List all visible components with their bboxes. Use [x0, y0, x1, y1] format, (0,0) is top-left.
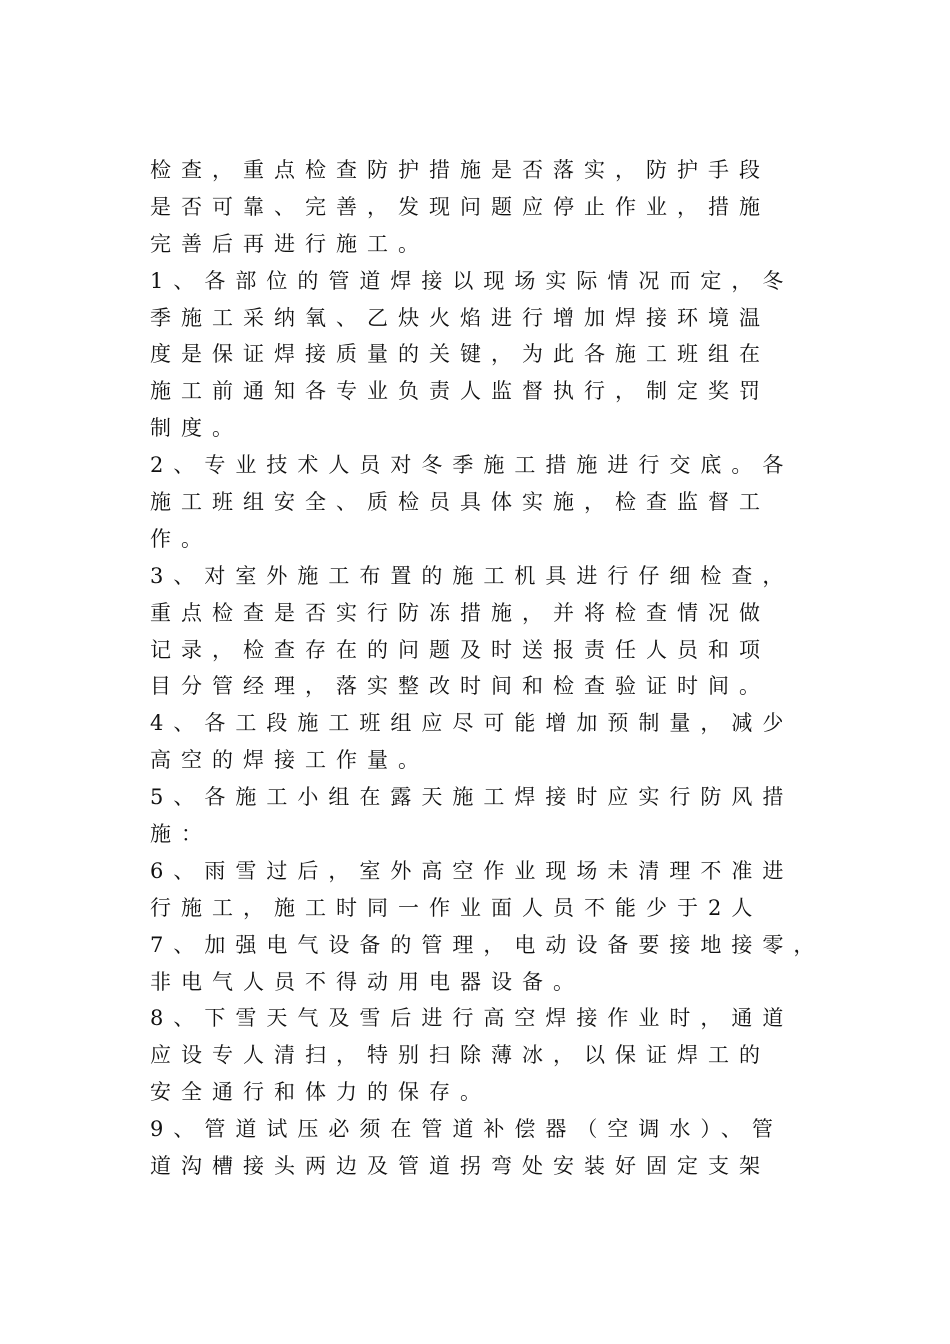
text-line: 是否可靠、完善，发现问题应停止作业，措施 — [150, 194, 770, 219]
text-line: 季施工采纳氧、乙炔火焰进行增加焊接环境温 — [150, 305, 770, 330]
text-line: 度是保证焊接质量的关键，为此各施工班组在 — [150, 342, 770, 367]
text-line: 完善后再进行施工。 — [150, 231, 429, 256]
text-line: 检查，重点检查防护措施是否落实，防护手段 — [150, 158, 770, 182]
text-line: 施： — [150, 822, 212, 847]
text-line: 6、雨雪过后，室外高空作业现场未清理不准进 — [150, 858, 794, 883]
text-line: 行施工，施工时同一作业面人员不能少于2人 — [150, 895, 763, 920]
text-line: 安全通行和体力的保存。 — [150, 1080, 491, 1105]
text-line: 目分管经理，落实整改时间和检查验证时间。 — [150, 674, 770, 699]
text-line: 道沟槽接头两边及管道拐弯处安装好固定支架 — [150, 1154, 770, 1179]
text-line: 记录，检查存在的问题及时送报责任人员和项 — [150, 637, 770, 662]
text-line: 7、加强电气设备的管理，电动设备要接地接零， — [150, 932, 825, 957]
text-line: 高空的焊接工作量。 — [150, 748, 429, 773]
text-line: 施工前通知各专业负责人监督执行，制定奖罚 — [150, 379, 770, 404]
text-line: 8、下雪天气及雪后进行高空焊接作业时，通道 — [150, 1006, 794, 1031]
text-line: 5、各施工小组在露天施工焊接时应实行防风措 — [150, 785, 794, 810]
text-line: 4、各工段施工班组应尽可能增加预制量，减少 — [150, 711, 794, 736]
text-line: 施工班组安全、质检员具体实施，检查监督工 — [150, 490, 770, 515]
text-line: 制度。 — [150, 416, 243, 441]
text-line: 3、对室外施工布置的施工机具进行仔细检查， — [150, 563, 794, 588]
text-line: 应设专人清扫，特别扫除薄冰，以保证焊工的 — [150, 1043, 770, 1068]
text-line: 作。 — [150, 526, 212, 551]
text-line: 9、管道试压必须在管道补偿器（空调水）、管 — [150, 1117, 783, 1142]
text-line: 非电气人员不得动用电器设备。 — [150, 969, 584, 994]
text-line: 2、专业技术人员对冬季施工措施进行交底。各 — [150, 453, 794, 478]
document-body — [150, 152, 850, 1185]
text-line: 1、各部位的管道焊接以现场实际情况而定，冬 — [150, 268, 794, 293]
text-line: 重点检查是否实行防冻措施，并将检查情况做 — [150, 600, 770, 625]
